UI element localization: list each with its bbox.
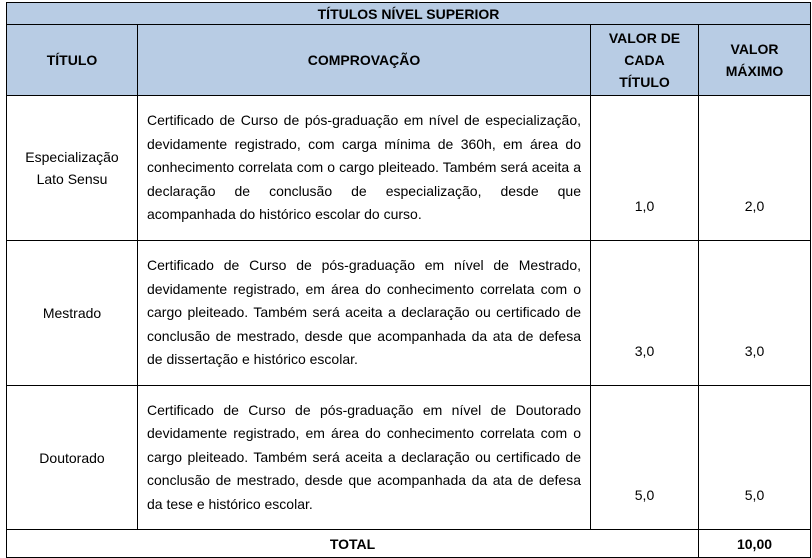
row-comprovacao: Certificado de Curso de pós-graduação em nível de Mestrado, devidamente registrado, em área do conhecimento correlata com o cargo pleiteado. Também será aceita a declaração ou certificado de conclusão de mestrado, desde que acompanhada da ata de defesa de dissertação e histórico escolar. xyxy=(138,241,591,386)
row-valor-maximo: 5,0 xyxy=(699,386,811,530)
row-valor-maximo: 3,0 xyxy=(699,241,811,386)
total-row xyxy=(7,530,811,558)
table-title: TÍTULOS NÍVEL SUPERIOR xyxy=(7,3,811,25)
total-label: TOTAL xyxy=(7,530,699,558)
header-comprovacao: COMPROVAÇÃO xyxy=(138,25,591,96)
total-value: 10,00 xyxy=(699,530,811,558)
row-comprovacao: Certificado de Curso de pós-graduação em nível de especialização, devidamente registrado, com carga mínima de 360h, em área do conhecimento correlata com o cargo pleiteado. Também será aceita a declaração de conclusão de especialização, desde que acompanhada do histórico escolar do curso. xyxy=(138,96,591,241)
table-row xyxy=(7,96,811,241)
row-comprovacao: Certificado de Curso de pós-graduação em nível de Doutorado devidamente registrado, em área do conhecimento correlata com o cargo pleiteado. Também será aceita a declaração ou certificado de conclusão de mestrado, desde que acompanhada da ata de defesa da tese e histórico escolar. xyxy=(138,386,591,530)
header-valor-maximo: VALOR MÁXIMO xyxy=(699,25,811,96)
row-titulo: Mestrado xyxy=(7,241,138,386)
titulos-table xyxy=(6,2,811,558)
row-valor-maximo: 2,0 xyxy=(699,96,811,241)
table-row xyxy=(7,241,811,386)
header-titulo: TÍTULO xyxy=(7,25,138,96)
row-titulo: Doutorado xyxy=(7,386,138,530)
row-valor-cada: 1,0 xyxy=(591,96,699,241)
table-row xyxy=(7,386,811,530)
row-valor-cada: 3,0 xyxy=(591,241,699,386)
row-titulo: Especialização Lato Sensu xyxy=(7,96,138,241)
row-valor-cada: 5,0 xyxy=(591,386,699,530)
header-valor-cada-titulo: VALOR DE CADA TÍTULO xyxy=(591,25,699,96)
